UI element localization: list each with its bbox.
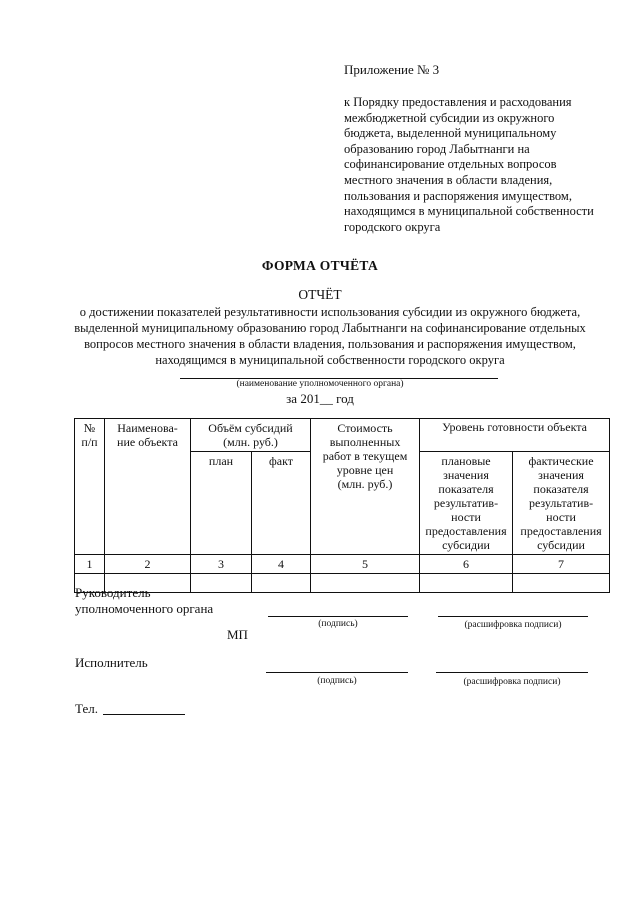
header-readiness: Уровень готовности объекта xyxy=(420,419,610,452)
report-description-line: находящимся в муниципальной собственности городского округа xyxy=(155,353,505,367)
column-number: 1 xyxy=(75,555,105,574)
header-planned-line: ности xyxy=(451,510,481,524)
appendix-text xyxy=(344,95,614,235)
report-description-line: вопросов местного значения в области владения, пользования и распоряжения имуществом, xyxy=(84,337,576,351)
head-decode-field[interactable] xyxy=(438,616,588,617)
stamp-place: МП xyxy=(227,627,248,642)
executor-decode-caption: (расшифровка подписи) xyxy=(463,677,561,687)
executor-decode-field[interactable] xyxy=(436,672,588,673)
header-cost-line: выполненных xyxy=(329,435,401,449)
appendix-line: местного значения в области владения, xyxy=(344,172,553,187)
header-object-line: Наименова- xyxy=(117,421,178,435)
header-actual-line: субсидии xyxy=(537,538,585,552)
table-cell[interactable] xyxy=(513,574,610,593)
header-subsidy-line: (млн. руб.) xyxy=(223,435,278,449)
appendix-line: находящимся в муниципальной собственности xyxy=(344,204,594,219)
executor-signature-caption: (подпись) xyxy=(317,676,357,686)
header-object-line: ние объекта xyxy=(117,435,178,449)
org-name-caption: (наименование уполномоченного органа) xyxy=(236,379,404,389)
header-planned-line: результатив- xyxy=(433,496,499,510)
column-number: 6 xyxy=(420,555,513,574)
appendix-line: пользования и распоряжения имуществом, xyxy=(344,188,572,203)
report-description-line: выделенной муниципальному образованию город Лабытнанги на софинансирование отдельных xyxy=(74,321,586,335)
column-number: 2 xyxy=(105,555,191,574)
report-description xyxy=(50,304,610,368)
header-cost-line: уровне цен xyxy=(336,463,394,477)
header-actual-line: значения xyxy=(538,468,584,482)
header-actual-line: ности xyxy=(546,510,576,524)
table-cell[interactable] xyxy=(420,574,513,593)
head-decode-caption: (расшифровка подписи) xyxy=(464,620,562,630)
column-number-row xyxy=(75,555,610,574)
appendix-line: образованию город Лабытнанги на xyxy=(344,141,530,156)
header-cost-line: Стоимость xyxy=(337,421,393,435)
header-actual-line: фактические xyxy=(528,454,594,468)
phone-label: Тел. xyxy=(75,701,98,716)
header-planned-values xyxy=(420,452,513,555)
form-title: ФОРМА ОТЧЁТА xyxy=(261,258,379,273)
appendix-line: софинансирование отдельных вопросов xyxy=(344,157,557,172)
head-signature-caption: (подпись) xyxy=(318,619,358,629)
head-label-line: Руководитель xyxy=(75,585,151,600)
table-cell[interactable] xyxy=(311,574,420,593)
header-actual-line: предоставления xyxy=(520,524,602,538)
head-label xyxy=(75,585,213,617)
table-cell[interactable] xyxy=(252,574,311,593)
appendix-line: бюджета, выделенной муниципальному xyxy=(344,126,557,141)
header-actual-line: показателя xyxy=(533,482,589,496)
column-number: 5 xyxy=(311,555,420,574)
head-label-line: уполномоченного органа xyxy=(75,601,214,616)
report-period: за 201__ год xyxy=(286,391,354,406)
header-subsidy-line: Объём субсидий xyxy=(208,421,293,435)
appendix-line: межбюджетной субсидии из окружного xyxy=(344,110,555,125)
report-title: ОТЧЁТ xyxy=(298,287,342,302)
report-table xyxy=(74,418,610,593)
appendix-line: городского округа xyxy=(344,219,441,234)
executor-signature-field[interactable] xyxy=(266,672,408,673)
head-signature-field[interactable] xyxy=(268,616,408,617)
header-object-name xyxy=(105,419,191,555)
appendix-line: к Порядку предоставления и расходования xyxy=(344,95,572,109)
executor-label: Исполнитель xyxy=(75,655,148,670)
header-planned-line: предоставления xyxy=(425,524,507,538)
appendix-title: Приложение № 3 xyxy=(344,62,440,77)
header-cost xyxy=(311,419,420,555)
header-actual-values xyxy=(513,452,610,555)
header-planned-line: плановые xyxy=(441,454,491,468)
header-subsidy xyxy=(191,419,311,452)
header-plan: план xyxy=(191,452,252,555)
column-number: 3 xyxy=(191,555,252,574)
header-num-line: п/п xyxy=(81,435,98,449)
header-fact: факт xyxy=(252,452,311,555)
header-num-line: № xyxy=(83,421,96,435)
header-planned-line: показателя xyxy=(438,482,494,496)
header-planned-line: субсидии xyxy=(442,538,490,552)
column-number: 7 xyxy=(513,555,610,574)
report-description-line: о достижении показателей результативности использования субсидии из окружного бюджета, xyxy=(79,305,581,319)
header-num xyxy=(75,419,105,555)
header-planned-line: значения xyxy=(443,468,489,482)
header-cost-line: работ в текущем xyxy=(322,449,408,463)
header-cost-line: (млн. руб.) xyxy=(337,477,393,491)
phone-field[interactable] xyxy=(103,714,185,715)
column-number: 4 xyxy=(252,555,311,574)
header-actual-line: результатив- xyxy=(528,496,594,510)
table-header-row xyxy=(75,419,610,452)
